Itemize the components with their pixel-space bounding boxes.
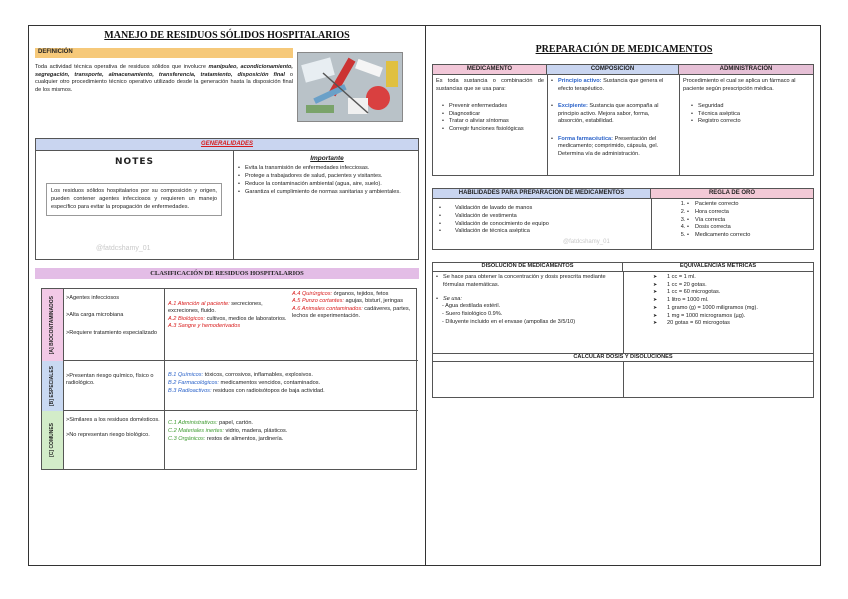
tag-label: [B] ESPECIALES (49, 365, 56, 406)
disolucion-table (432, 262, 814, 398)
subtype-item (168, 316, 290, 323)
composicion-text: Sustancia que acompaña al principio activo. Mejora sabor, forma, absorción, estabilidad. (558, 103, 659, 125)
page (28, 25, 821, 566)
medicamentos-table (432, 64, 814, 176)
equivalencia-item: ➤ 1 cc = 20 gotas. (653, 282, 811, 290)
subtype-item (168, 371, 416, 379)
tag-especiales (42, 361, 64, 411)
disolucion-list (436, 274, 620, 303)
administracion-item: • Seguridad (691, 103, 811, 111)
definition-text-part1: Toda actividad técnica operativa de residuos sólidos que involucre (35, 64, 209, 70)
subtype-item (292, 298, 414, 305)
composicion-label: Forma farmacéutica: (558, 135, 614, 142)
row-comunes (42, 411, 418, 469)
watermark: @fatdcshamy_01 (563, 239, 610, 245)
subtypes-c (168, 419, 416, 443)
importante-title: Importante (310, 155, 344, 162)
subtypes-a1 (168, 301, 290, 330)
disolucion-intro: • Se hace para obtener la concentración y dosis prescrita mediante fórmulas matemáticas. (436, 274, 620, 290)
medicamento-item: • Tratar o aliviar síntomas (442, 118, 544, 126)
habilidad-item: • Validación de lavado de manos (439, 205, 645, 213)
habilidad-item: • Validación de técnica aséptica (439, 228, 645, 236)
subtype-item (168, 427, 416, 435)
composicion-list (551, 78, 676, 158)
habilidad-item: • Validación de vestimenta (439, 213, 645, 221)
habilidades-table (432, 188, 814, 250)
subtypes-a2 (292, 291, 414, 320)
disolucion-header: DISOLUCIÓN DE MEDICAMENTOS (433, 263, 623, 272)
subtype-text: cadáveres, partes, lechos de experimentación. (292, 305, 411, 319)
notes-panel (36, 151, 234, 259)
administracion-item: • Técnica aséptica (691, 111, 811, 119)
habilidades-header: HABILIDADES PARA PREPARACION DE MEDICAMENTOS (433, 189, 651, 199)
administracion-item: • Registro correcto (691, 118, 811, 126)
regla-header: REGLA DE ORO (651, 189, 813, 199)
composicion-label: Excipiente: (558, 103, 588, 110)
generalidades-header: GENERALIDADES (36, 139, 418, 151)
feature-item: >Alta carga microbiana (66, 312, 124, 319)
feature-item: >Similares a los residuos domésticos. (66, 417, 160, 423)
subtype-text: secreciones, excreciones, fluido. (168, 301, 263, 315)
subtype-item (168, 435, 416, 443)
usa-item: - Agua destilada estéril. (442, 303, 501, 310)
usa-item: - Diluyente incluido en el envase (ampollas de 3/5/10) (442, 319, 576, 326)
subtype-label: B.1 Químicos: (168, 372, 204, 378)
administracion-text: Procedimiento el cual se aplica un fármaco al paciente según prescripción médica. (683, 78, 796, 92)
header-medicamento: MEDICAMENTO (433, 65, 547, 75)
medicamento-text: Es toda sustancia o combinación de sustancias que se usa para: (436, 78, 544, 92)
medicamento-cell (436, 78, 544, 133)
regla-list (669, 201, 809, 240)
medicamento-item: • Corregir funciones fisiológicas (442, 126, 544, 134)
importante-item: • Protege a trabajadores de salud, pacientes y visitantes. (238, 173, 416, 181)
medicamento-item: • Prevenir enfermedades (442, 103, 544, 111)
composicion-item (551, 78, 676, 93)
feature-item: >Requiere tratamiento especializado (66, 329, 157, 336)
administracion-list (691, 103, 811, 126)
features-c (66, 417, 162, 440)
composicion-item (551, 103, 676, 126)
subtype-text: tóxicos, corrosivos, inflamables, explosivos. (203, 372, 313, 378)
notes-title: NOTES (115, 157, 154, 167)
subtype-text: agujas, bisturí, jeringas (343, 298, 404, 305)
subtype-text: residuos con radioisótopos de baja actividad. (211, 388, 325, 395)
importante-list (238, 165, 416, 196)
usa-list (442, 303, 620, 326)
regla-item: • 2. Hora correcta (687, 209, 809, 217)
subtype-item (168, 323, 290, 330)
composicion-cell (551, 78, 676, 158)
equivalencias-header: EQUIVALENCIAS METRICAS (623, 263, 813, 272)
calcular-header: CALCULAR DOSIS Y DISOLUCIONES (433, 353, 813, 362)
subtype-label: C.3 Orgánicos: (168, 436, 206, 443)
left-title: MANEJO DE RESIDUOS SÓLIDOS HOSPITALARIOS (104, 30, 350, 41)
equivalencia-item: ➤ 1 cc = 1 ml. (653, 274, 811, 282)
subtypes-b (168, 371, 416, 395)
subtype-item (168, 387, 416, 395)
tag-comunes (42, 411, 64, 469)
subtype-label: A.6 Animales contaminados: (292, 305, 363, 312)
subtype-label: A.4 Quirúrgicos: (292, 291, 333, 297)
equivalencia-item: ➤ 1 litro = 1000 ml. (653, 297, 811, 305)
regla-item: • 1. Paciente correcto (687, 201, 809, 209)
feature-item: >Agentes infecciosos (66, 295, 120, 301)
regla-item: • 5. Medicamento correcto (687, 232, 809, 240)
equivalencias-list (653, 274, 811, 328)
subtype-label: C.1 Administrativos: (168, 420, 218, 426)
equivalencia-item: ➤ 20 gotas = 60 microgotas (653, 320, 811, 328)
disolucion-cell (436, 274, 620, 327)
medicamento-item: • Diagnosticar (442, 111, 544, 119)
subtype-text: papel, cartón. (217, 420, 253, 426)
subtype-text: cultivos, medios de laboratorios. (205, 315, 287, 322)
habilidades-list (439, 205, 645, 236)
row-biocontaminados (42, 289, 418, 361)
subtype-item (168, 419, 416, 427)
composicion-text: Sustancia que genera el efecto terapéutico. (558, 78, 664, 92)
medical-waste-photo-icon (297, 52, 403, 122)
tag-label: [A] BIOCONTAMINADOS (49, 295, 56, 355)
equivalencia-item: ➤ 1 gramo (g) = 1000 miligramos (mg). (653, 305, 811, 313)
equivalencia-item: ➤ 1 cc = 60 microgotas. (653, 289, 811, 297)
features-b: >Presentan riesgo químico, físico o radiológico. (66, 373, 154, 387)
subtype-label: B.3 Radioactivos: (168, 388, 212, 395)
clasificacion-header: CLASIFICACIÓN DE RESIDUOS HOSPITALARIOS (35, 268, 419, 279)
subtype-item (168, 301, 290, 316)
subtype-label: B.2 Farmacológicos: (168, 380, 219, 387)
subtype-text: restos de alimentos, jardinería. (205, 436, 284, 443)
row-especiales (42, 361, 418, 411)
medicamento-list (442, 103, 544, 133)
subtype-item (292, 306, 414, 321)
importante-item: • Evita la transmisión de enfermedades infecciosas. (238, 165, 416, 173)
subtype-label: A.3 Sangre y hemoderivados (168, 322, 241, 329)
regla-item: • 4. Dosis correcta (687, 224, 809, 232)
subtype-text: vidrio, madera, plásticos. (223, 428, 288, 435)
importante-panel (238, 155, 416, 196)
generalidades-box (35, 138, 419, 260)
definition-text (35, 64, 293, 94)
subtype-text: órganos, tejidos, fetos (332, 291, 389, 297)
subtype-label: A.2 Biológicos: (168, 315, 206, 322)
tag-label: [C] COMUNES (49, 423, 56, 457)
composicion-label: Principio activo: (558, 78, 602, 84)
right-title: PREPARACIÓN DE MEDICAMENTOS (535, 44, 713, 55)
equivalencia-item: ➤ 1 mg = 1000 microgramos (µg). (653, 313, 811, 321)
definition-terms: manipuleo, acondicionamiento, segregación, transporte, almacenamiento, transferencia, tratamiento, disposición final (35, 64, 293, 78)
subtype-label: A.1 Atención al paciente: (168, 301, 230, 307)
subtype-label: A.5 Punzo cortantes: (292, 298, 344, 305)
clasificacion-table (41, 288, 417, 470)
regla-item: • 3. Vía correcta (687, 217, 809, 225)
importante-item: • Reduce la contaminación ambiental (agua, aire, suelo). (238, 181, 416, 189)
subtype-item (168, 379, 416, 387)
disolucion-usa-label: • Se usa: (436, 296, 620, 304)
composicion-text: Presentación del medicamento; comprimido, cápsula, gel. Determina vía de administración. (558, 135, 659, 157)
feature-item: >No representan riesgo biológico. (66, 432, 150, 439)
subtype-item (292, 291, 414, 298)
subtype-text: medicamentos vencidos, contaminados. (219, 380, 321, 387)
column-divider (425, 26, 426, 565)
features-a (66, 295, 162, 337)
habilidad-item: • Validación de conocimiento de equipo (439, 221, 645, 229)
administracion-cell (683, 78, 811, 126)
tag-biocontaminados (42, 289, 64, 361)
composicion-item (551, 136, 676, 159)
definition-text-part2: o cualquier otro procedimiento técnico operativo utilizado desde la generación hasta la disposición final de los mismos. (35, 71, 294, 93)
importante-item: • Garantiza el cumplimiento de normas sanitarias y ambientales. (238, 189, 416, 197)
header-composicion: COMPOSICIÓN (547, 65, 679, 75)
usa-item: - Suero fisiológico 0.9%. (442, 311, 503, 318)
subtype-label: C.2 Materiales inertes: (168, 428, 224, 435)
definition-label: DEFINICIÓN (35, 48, 293, 58)
watermark: @fatdcshamy_01 (96, 245, 151, 252)
header-administracion: ADMINISTRACIÓN (679, 65, 813, 75)
notes-text: Los residuos sólidos hospitalarios por su composición y origen, pueden contener agentes infecciosos y requieren un manejo específico para evitar la propagación de enfermedades. (46, 183, 222, 216)
